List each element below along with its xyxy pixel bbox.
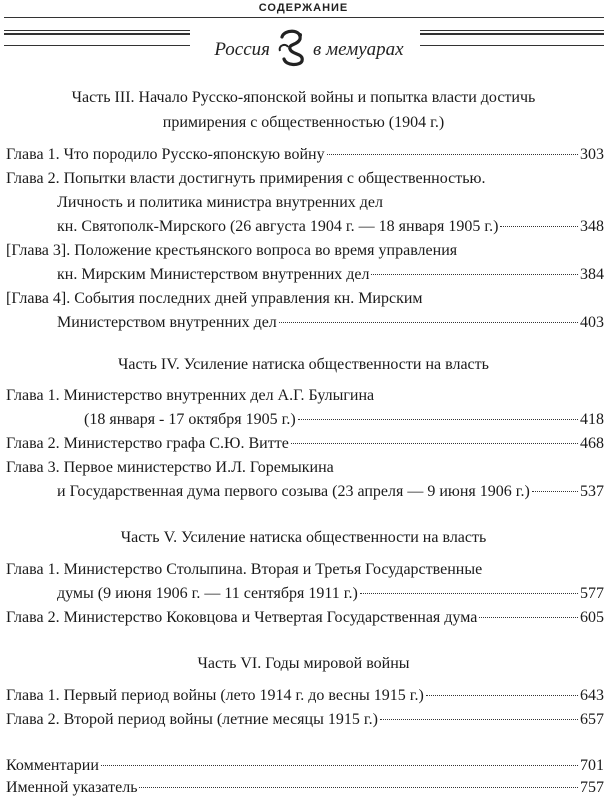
dot-leader <box>139 787 578 788</box>
toc-entry-line[interactable]: [Глава 3]. Положение крестьянского вопроса во время управления <box>6 242 458 259</box>
toc-entry-line[interactable]: Глава 1. Министерство внутренних дел А.Г. Булыгина <box>6 387 375 404</box>
page-number: 701 <box>580 757 604 774</box>
dot-leader <box>426 695 578 696</box>
page-number: 303 <box>580 146 604 163</box>
series-logo <box>190 23 420 68</box>
dot-leader <box>500 226 578 227</box>
part-title: примирения с общественностью (1904 г.) <box>162 114 445 131</box>
toc-entry-line[interactable]: Глава 1. Министерство Столыпина. Вторая и Третья Государственные <box>6 561 483 578</box>
toc-entry[interactable]: Глава 1. Что породило Русско-японскую войну 303 <box>6 143 604 167</box>
dot-leader <box>298 419 578 420</box>
toc-entry-line[interactable]: [Глава 4]. События последних дней управления кн. Мирским <box>6 290 423 307</box>
toc-entry[interactable]: Министерством внутренних дел 403 <box>57 311 604 335</box>
dot-leader <box>479 617 578 618</box>
toc-entry[interactable]: кн. Святополк-Мирского (26 августа 1904 г. — 18 января 1905 г.) 348 <box>57 215 604 239</box>
dot-leader <box>279 322 578 323</box>
series-emblem-icon <box>272 25 312 67</box>
toc-entry[interactable]: и Государственная дума первого созыва (23 апреля — 9 июня 1906 г.) 537 <box>57 480 604 504</box>
toc-entry-comments[interactable]: Комментарии 701 <box>6 754 604 778</box>
toc-entry[interactable]: Глава 2. Министерство Коковцова и Четвертая Государственная дума 605 <box>6 606 604 630</box>
toc-entry[interactable]: кн. Мирским Министерством внутренних дел 384 <box>57 263 604 287</box>
page-number: 537 <box>580 483 604 500</box>
page-number: 605 <box>580 609 604 626</box>
toc-entry[interactable]: Глава 2. Второй период войны (летние месяцы 1915 г.) 657 <box>6 708 604 732</box>
toc-entry-name-index[interactable]: Именной указатель 757 <box>6 776 604 800</box>
toc-entry-line[interactable]: Глава 2. Попытки власти достигнуть примирения с общественностью. <box>6 170 486 187</box>
page-header <box>0 0 607 76</box>
dot-leader <box>327 154 578 155</box>
dot-leader <box>532 491 578 492</box>
header-rule <box>4 17 604 18</box>
toc-entry-line: Личность и политика министра внутренних дел <box>57 194 383 211</box>
page-number: 384 <box>580 266 604 283</box>
toc-entry[interactable]: (18 января - 17 октября 1905 г.) 418 <box>84 408 604 432</box>
page-number: 403 <box>580 314 604 331</box>
logo-text-right: в мемуарах <box>313 39 404 60</box>
dot-leader <box>291 443 578 444</box>
toc-entry-line[interactable]: Глава 3. Первое министерство И.Л. Горемыкина <box>6 459 334 476</box>
dot-leader <box>371 274 578 275</box>
running-head: СОДЕРЖАНИЕ <box>258 2 349 14</box>
dot-leader <box>380 719 578 720</box>
dot-leader <box>360 593 578 594</box>
part-title: Часть III. Начало Русско-японской войны и попытка власти достичь <box>71 89 536 106</box>
logo-text-left: Россия <box>214 39 270 60</box>
page-number: 577 <box>580 585 604 602</box>
dot-leader <box>101 765 578 766</box>
page-number: 757 <box>580 779 604 796</box>
page-number: 643 <box>580 687 604 704</box>
toc-entry[interactable]: Глава 2. Министерство графа С.Ю. Витте 468 <box>6 432 604 456</box>
toc-entry[interactable]: думы (9 июня 1906 г. — 11 сентября 1911 г.) 577 <box>57 582 604 606</box>
part-title: Часть IV. Усиление натиска общественности на власть <box>118 356 489 373</box>
page-number: 657 <box>580 711 604 728</box>
page-number: 468 <box>580 435 604 452</box>
page-number: 348 <box>580 218 604 235</box>
part-title: Часть V. Усиление натиска общественности на власть <box>120 529 487 546</box>
toc-entry[interactable]: Глава 1. Первый период войны (лето 1914 г. до весны 1915 г.) 643 <box>6 684 604 708</box>
part-title: Часть VI. Годы мировой войны <box>197 655 410 672</box>
page-number: 418 <box>580 411 604 428</box>
